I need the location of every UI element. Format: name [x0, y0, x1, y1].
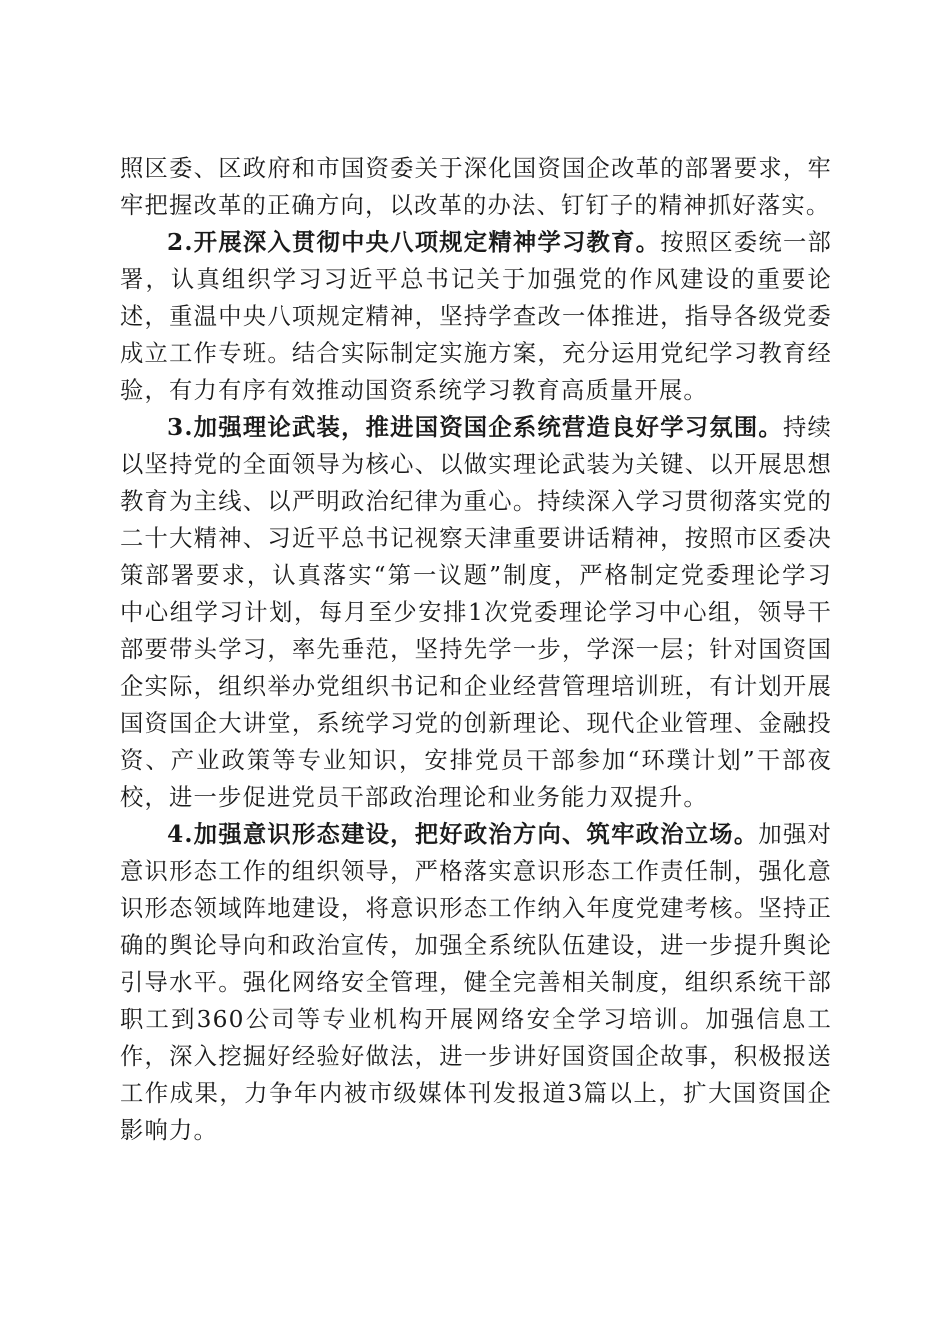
- paragraph-item-4: [120, 816, 832, 1149]
- paragraph-body: 持续以坚持党的全面领导为核心、以做实理论武装为关键、以开展思想教育为主线、以严明政治纪律为重心。持续深入学习贯彻落实党的二十大精神、习近平总书记视察天津重要讲话精神，按照市区委决策部署要求，认真落实“第一议题”制度，严格制定党委理论学习中心组学习计划，每月至少安排1次党委理论学习中心组，领导干部要带头学习，率先垂范，坚持先学一步，学深一层；针对国资国企实际，组织举办党组织书记和企业经营管理培训班，有计划开展国资国企大讲堂，系统学习党的创新理论、现代企业管理、金融投资、产业政策等专业知识，安排党员干部参加“环璞计划”干部夜校，进一步促进党员干部政治理论和业务能力双提升。: [120, 414, 832, 811]
- paragraph-item-3: [120, 409, 832, 816]
- paragraph-body: 加强对意识形态工作的组织领导，严格落实意识形态工作责任制，强化意识形态领域阵地建设，将意识形态工作纳入年度党建考核。坚持正确的舆论导向和政治宣传，加强全系统队伍建设，进一步提升舆论引导水平。强化网络安全管理，健全完善相关制度，组织系统干部职工到360公司等专业机构开展网络安全学习培训。加强信息工作，深入挖掘好经验好做法，进一步讲好国资国企故事，积极报送工作成果，力争年内被市级媒体刊发报道3篇以上，扩大国资国企影响力。: [120, 821, 832, 1144]
- paragraph-item-2: [120, 224, 832, 409]
- paragraph-continuation: [120, 150, 832, 224]
- paragraph-heading: 4.加强意识形态建设，把好政治方向、筑牢政治立场。: [167, 821, 759, 848]
- paragraph-body: 照区委、区政府和市国资委关于深化国资国企改革的部署要求，牢牢把握改革的正确方向，以改革的办法、钉钉子的精神抓好落实。: [120, 155, 832, 219]
- document-page: [120, 150, 832, 1149]
- paragraph-body: 按照区委统一部署，认真组织学习习近平总书记关于加强党的作风建设的重要论述，重温中央八项规定精神，坚持学查改一体推进，指导各级党委成立工作专班。结合实际制定实施方案，充分运用党纪学习教育经验，有力有序有效推动国资系统学习教育高质量开展。: [120, 229, 832, 404]
- paragraph-heading: 3.加强理论武装，推进国资国企系统营造良好学习氛围。: [167, 414, 783, 441]
- paragraph-heading: 2.开展深入贯彻中央八项规定精神学习教育。: [167, 229, 661, 256]
